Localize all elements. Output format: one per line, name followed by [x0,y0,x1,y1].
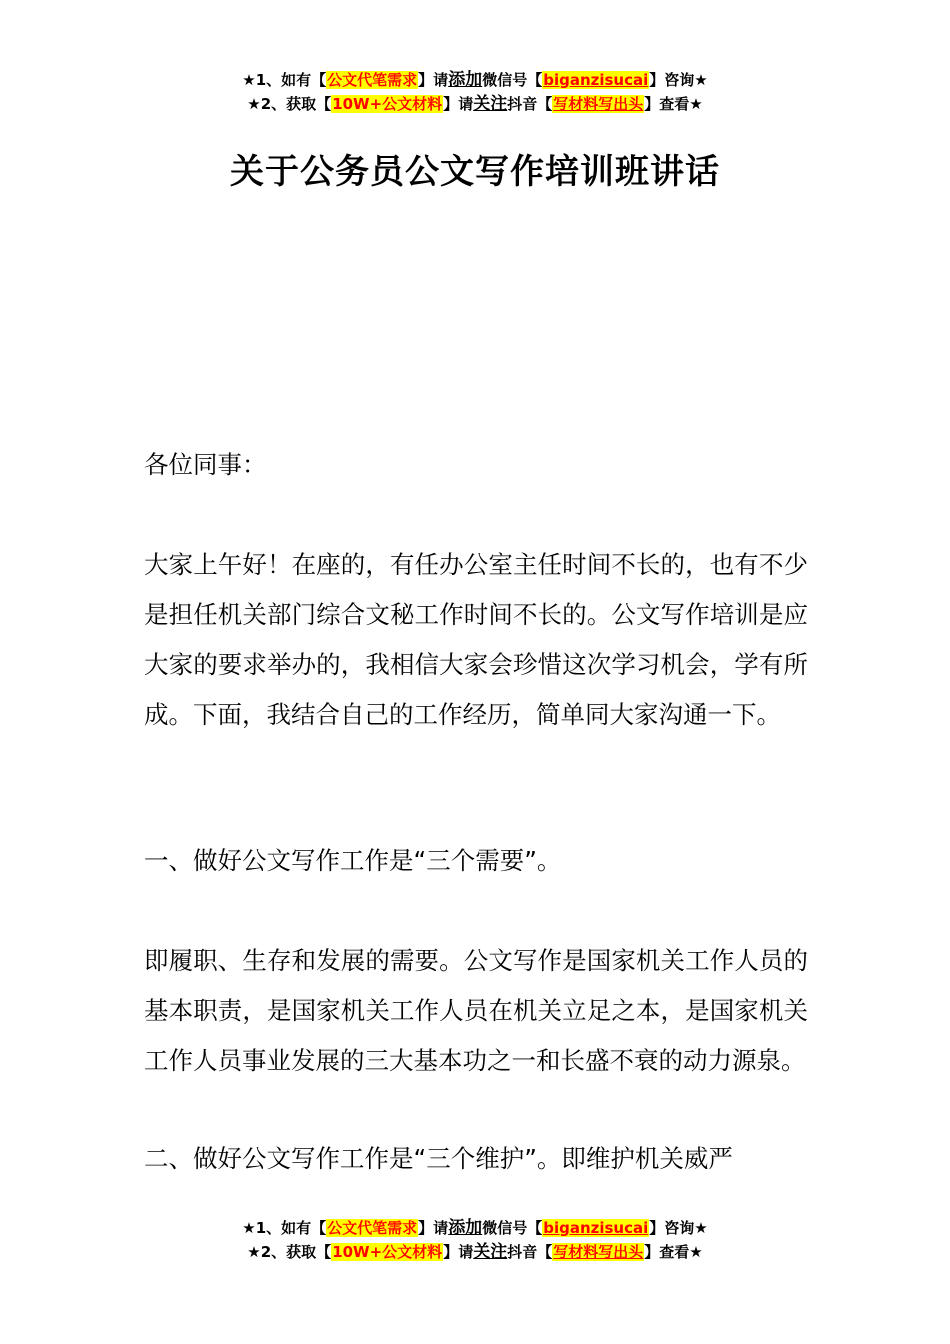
promo-text: ★2、获取【 [247,1243,332,1261]
promo-line-1 [0,68,950,92]
document-title: 关于公务员公文写作培训班讲话 [230,152,720,192]
promo-text: 】查看★ [644,1243,703,1261]
paragraph-text: 大家上午好！在座的，有任办公室主任时间不长的，也有不少是担任机关部门综合文秘工作时间不长的。公文写作培训是应大家的要求举办的，我相信大家会珍惜这次学习机会，学有所成。下面，我结合自己的工作经历，简单同大家沟通一下。 [144,550,808,729]
heading-text: 一、做好公文写作工作是“三个需要”。 [144,846,562,875]
promo-text: 】咨询★ [649,1219,708,1237]
section-heading-2 [144,1134,808,1184]
promo-highlight-wechat-id: biganzisucai [543,71,649,89]
promo-highlight: 公文代笔需求 [327,1219,418,1237]
salutation-text: 各位同事： [144,450,267,479]
promo-text: 】请 [418,1219,449,1237]
promo-banner-top [0,68,950,116]
promo-text: ★1、如有【 [242,71,327,89]
promo-text: 微信号【 [482,1219,543,1237]
promo-underlined-text: 关注 [473,1242,508,1262]
promo-text: 微信号【 [482,71,543,89]
paragraph-opening [144,540,808,740]
promo-underlined-text: 关注 [473,94,508,114]
promo-underlined-text: 添加 [448,70,483,90]
promo-text: ★1、如有【 [242,1219,327,1237]
salutation [144,440,808,490]
promo-line-1 [0,1216,950,1240]
promo-text: 】请 [443,1243,474,1261]
promo-line-2 [0,92,950,116]
paragraph-text: 即履职、生存和发展的需要。公文写作是国家机关工作人员的基本职责，是国家机关工作人员在机关立足之本，是国家机关工作人员事业发展的三大基本功之一和长盛不衰的动力源泉。 [144,946,808,1075]
promo-text: 抖音【 [507,95,553,113]
promo-text: 】咨询★ [649,71,708,89]
promo-highlight-wechat-id: biganzisucai [543,1219,649,1237]
promo-text: 】请 [418,71,449,89]
promo-highlight-douyin: 写材料写出头 [553,95,644,113]
promo-highlight: 10W+公文材料 [332,95,443,113]
section-heading-1 [144,836,808,886]
promo-line-2 [0,1240,950,1264]
promo-underlined-text: 添加 [448,1218,483,1238]
promo-text: 】查看★ [644,95,703,113]
heading-text: 二、做好公文写作工作是“三个维护”。即维护机关威严 [144,1144,733,1173]
promo-highlight: 公文代笔需求 [327,71,418,89]
promo-text: 抖音【 [507,1243,553,1261]
promo-highlight: 10W+公文材料 [332,1243,443,1261]
paragraph-section-1 [144,936,808,1086]
promo-text: ★2、获取【 [247,95,332,113]
promo-highlight-douyin: 写材料写出头 [553,1243,644,1261]
promo-banner-bottom [0,1216,950,1264]
promo-text: 】请 [443,95,474,113]
